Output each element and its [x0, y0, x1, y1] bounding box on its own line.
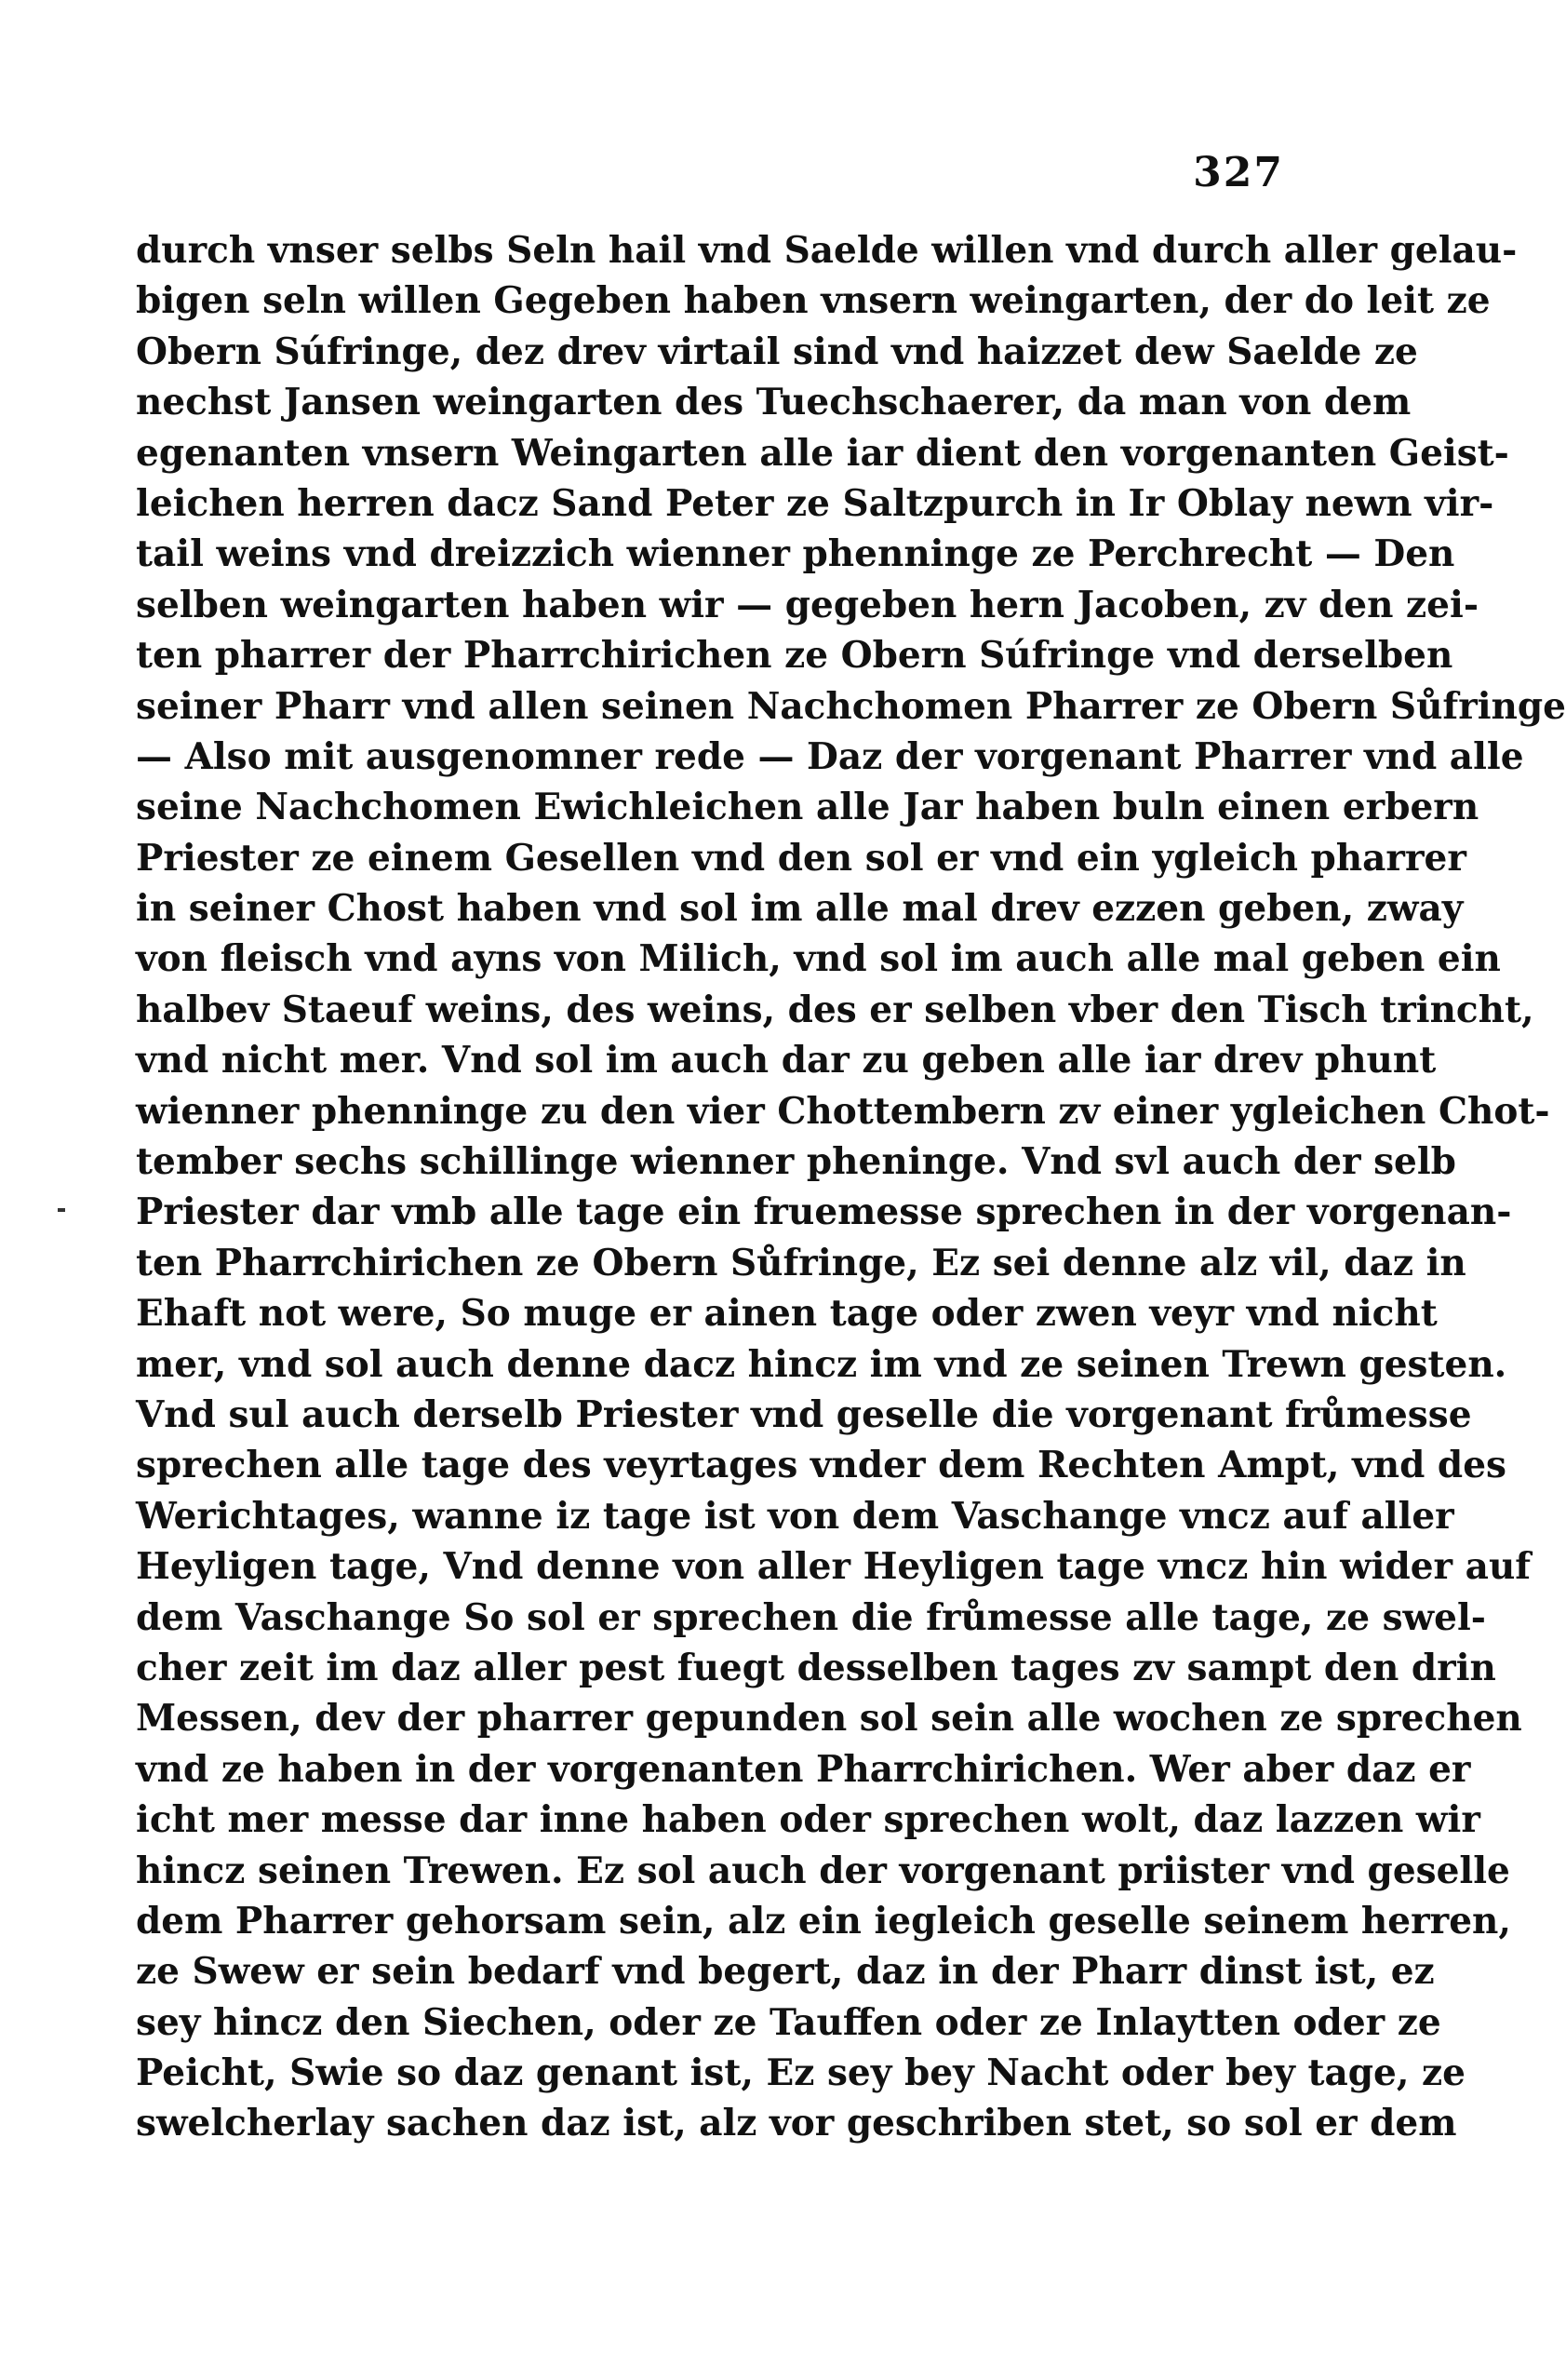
text-line: dem Vaschange So sol er sprechen die frůmesse alle tage, ze swel-: [136, 1595, 1486, 1639]
text-line: vnd ze haben in der vorgenanten Pharrchirichen. Wer aber daz er: [136, 1747, 1471, 1791]
text-line: Priester ze einem Gesellen vnd den sol er vnd ein ygleich pharrer: [136, 836, 1466, 880]
text-line: ze Swew er sein bedarf vnd begert, daz in der Pharr dinst ist, ez: [136, 1950, 1435, 1994]
text-line: halbev Staeuf weins, des weins, des er selben vber den Tisch trincht,: [136, 988, 1534, 1031]
text-line: Ehaft not were, So muge er ainen tage oder zwen veyr vnd nicht: [136, 1292, 1438, 1336]
text-line: von fleisch vnd ayns von Milich, vnd sol im auch alle mal geben ein: [136, 937, 1501, 981]
text-line: ten pharrer der Pharrchirichen ze Obern Súfringe vnd derselben: [136, 634, 1453, 678]
text-line: — Also mit ausgenomner rede — Daz der vorgenant Pharrer vnd alle: [136, 734, 1524, 778]
text-line: seine Nachchomen Ewichleichen alle Jar haben buln einen erbern: [136, 786, 1479, 829]
text-line: sprechen alle tage des veyrtages vnder dem Rechten Ampt, vnd des: [136, 1444, 1506, 1487]
text-line: Peicht, Swie so daz genant ist, Ez sey bey Nacht oder bey tage, ze: [136, 2051, 1466, 2095]
text-line: dem Pharrer gehorsam sein, alz ein iegleich geselle seinem herren,: [136, 1899, 1511, 1943]
text-line: mer, vnd sol auch denne dacz hincz im vnd ze seinen Trewn gesten.: [136, 1342, 1507, 1386]
text-line: Heyligen tage, Vnd denne von aller Heyligen tage vncz hin wider auf: [136, 1545, 1532, 1589]
text-line: seiner Pharr vnd allen seinen Nachchomen Pharrer ze Obern Sůfringe: [136, 684, 1566, 728]
text-line: wienner phenninge zu den vier Chottembern zv einer ygleichen Chot-: [136, 1089, 1550, 1133]
text-line: Vnd sul auch derselb Priester vnd geselle die vorgenant frůmesse: [136, 1392, 1472, 1436]
text-line: tail weins vnd dreizzich wienner phenninge ze Perchrecht — Den: [136, 532, 1455, 576]
text-line: sey hincz den Siechen, oder ze Tauffen oder ze Inlaytten oder ze: [136, 2000, 1441, 2044]
text-line: hincz seinen Trewen. Ez sol auch der vorgenant priister vnd geselle: [136, 1849, 1510, 1892]
text-line: egenanten vnsern Weingarten alle iar dient den vorgenanten Geist-: [136, 431, 1509, 475]
text-line: leichen herren dacz Sand Peter ze Saltzpurch in Ir Oblay newn vir-: [136, 481, 1494, 525]
text-line: icht mer messe dar inne haben oder sprechen wolt, daz lazzen wir: [136, 1798, 1480, 1842]
text-line: tember sechs schillinge wienner pheninge. Vnd svl auch der selb: [136, 1140, 1456, 1184]
text-line: bigen seln willen Gegeben haben vnsern weingarten, der do leit ze: [136, 279, 1491, 323]
text-line: ten Pharrchirichen ze Obern Sůfringe, Ez sei denne alz vil, daz in: [136, 1241, 1466, 1284]
body-text: [136, 225, 1566, 2149]
page-number: 327: [1193, 149, 1284, 196]
text-line: Priester dar vmb alle tage ein fruemesse sprechen in der vorgenan-: [136, 1190, 1512, 1234]
text-line: vnd nicht mer. Vnd sol im auch dar zu geben alle iar drev phunt: [136, 1039, 1437, 1082]
text-line: nechst Jansen weingarten des Tuechschaerer, da man von dem: [136, 381, 1412, 424]
text-line: cher zeit im daz aller pest fuegt desselben tages zv sampt den drin: [136, 1646, 1496, 1689]
text-line: selben weingarten haben wir — gegeben hern Jacoben, zv den zei-: [136, 583, 1479, 626]
text-line: Messen, dev der pharrer gepunden sol sein alle wochen ze sprechen: [136, 1697, 1522, 1741]
text-line: in seiner Chost haben vnd sol im alle mal drev ezzen geben, zway: [136, 887, 1464, 931]
margin-mark: [58, 1208, 65, 1212]
text-line: Werichtages, wanne iz tage ist von dem Vaschange vncz auf aller: [136, 1494, 1454, 1538]
text-line: Obern Súfringe, dez drev virtail sind vnd haizzet dew Saelde ze: [136, 329, 1418, 373]
text-line: swelcherlay sachen daz ist, alz vor geschriben stet, so sol er dem: [136, 2102, 1457, 2145]
text-line: durch vnser selbs Seln hail vnd Saelde willen vnd durch aller gelau-: [136, 229, 1518, 272]
